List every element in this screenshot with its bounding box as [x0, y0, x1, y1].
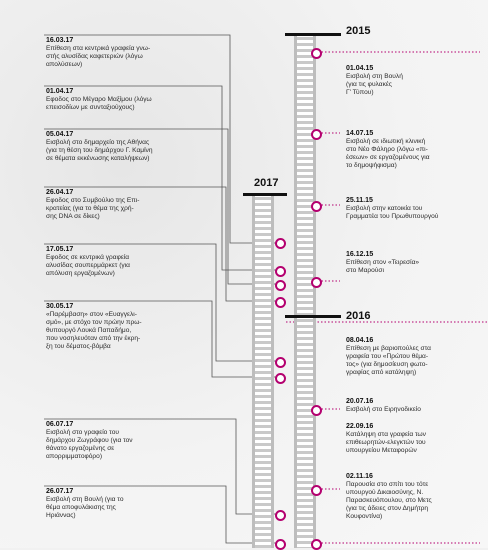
- event-right-2: [346, 129, 484, 170]
- event-text: Επίθεση στα κεντρικά γραφεία γνω- στής αλυσίδας καφετεριών (λόγω απολύσεων): [46, 45, 151, 68]
- event-text: «Παρέμβαση» στον «Ευαγγελι- σμό», με στόχο τον πρώην πρω- θυπουργό Λουκά Παπαδήμο, που νοσηλευόταν από την έκρη- ξη του δέματος-βόμβα: [46, 311, 142, 350]
- event-date: 01.04.17: [46, 88, 74, 95]
- marker-dot: [311, 405, 322, 416]
- year-marker-2017: [243, 193, 287, 196]
- marker-dot: [311, 48, 322, 59]
- marker-dot: [311, 277, 322, 288]
- event-left-3: [46, 130, 226, 163]
- event-text: Εισβολή σε ιδιωτική κλινική στο Νέο Φάληρο (λόγω «πι- έσεων» σε εργαζομένους για το δημοψήφισμα): [346, 138, 430, 169]
- marker-dot: [275, 373, 286, 384]
- event-left-7: [46, 420, 218, 461]
- event-text: Εισβολή στη Βουλή (για το θέμα αποφυλάκισης της Ηριάννας): [46, 496, 124, 519]
- event-right-6: [346, 397, 482, 414]
- event-text: Εισβολή στο γραφείο του δημάρχου Ζωγράφου (για τον θάνατο εργαζομένης σε απορριμματοφόρο): [46, 429, 133, 460]
- event-text: Εισβολή στη Βουλή (για τις φυλακές Γ' Τύπου): [346, 73, 403, 96]
- event-date: 25.11.15: [346, 197, 373, 204]
- event-date: 02.11.16: [346, 473, 373, 480]
- event-text: Εισβολή στην κατοικία του Γραμματέα του Πρωθυπουργού: [346, 205, 439, 220]
- marker-dot: [311, 539, 322, 550]
- event-date: 08.04.16: [346, 337, 374, 344]
- event-date: 01.04.15: [346, 65, 374, 72]
- event-text: Επίθεση στον «Τειρεσία» στο Μαρούσι: [346, 259, 420, 274]
- marker-dot: [275, 539, 286, 550]
- marker-dot: [311, 485, 322, 496]
- event-date: 26.04.17: [46, 189, 74, 196]
- event-left-8: [46, 487, 218, 520]
- event-date: 05.04.17: [46, 131, 74, 138]
- event-date: 17.05.17: [46, 246, 74, 253]
- timeline-spine-2015-2016: [294, 34, 316, 548]
- event-left-1: [46, 36, 218, 69]
- event-text: Εισβολή στο Ειρηνοδικείο: [346, 406, 421, 413]
- marker-dot: [275, 357, 286, 368]
- marker-dot: [311, 201, 322, 212]
- event-text: Εφοδος στο Συμβούλιο της Επι- κρατείας (για το θέμα της χρή- σης DNA σε δίκες): [46, 197, 140, 220]
- year-marker-2015: [285, 33, 341, 36]
- event-date: 26.07.17: [46, 488, 74, 495]
- marker-dot: [275, 510, 286, 521]
- event-right-4: [346, 250, 482, 275]
- marker-dot: [275, 280, 286, 291]
- event-left-5: [46, 245, 218, 278]
- event-date: 30.05.17: [46, 303, 74, 310]
- event-right-8: [346, 472, 484, 521]
- event-text: Εφοδος σε κεντρικά γραφεία αλυσίδας σουπερμάρκετ (για απόλυση εργαζομένων): [46, 254, 130, 277]
- timeline-spine-2017: [252, 194, 274, 548]
- connector-left-2: [44, 86, 278, 270]
- event-date: 14.07.15: [346, 130, 374, 137]
- event-date: 16.12.15: [346, 251, 374, 258]
- event-right-1: [346, 64, 482, 97]
- event-right-5: [346, 336, 484, 377]
- marker-dot: [275, 266, 286, 277]
- marker-dot: [311, 129, 322, 140]
- event-right-3: [346, 196, 484, 221]
- event-left-2: [46, 87, 218, 112]
- year-marker-2016: [285, 315, 341, 318]
- event-date: 06.07.17: [46, 421, 74, 428]
- event-text: Εφοδος στο Μέγαρο Μαξίμου (λόγω επεισοδίων με συνταξιούχους): [46, 96, 152, 111]
- event-text: Επίθεση με βαριοπούλες στα γραφεία του «Πρώτου θέμα- τος» (για δημοσίευση φωτο- γραφίας από κατάληψη): [346, 345, 431, 376]
- year-label-2015: 2015: [346, 25, 371, 37]
- event-date: 16.03.17: [46, 37, 74, 44]
- event-left-4: [46, 188, 218, 221]
- year-label-2017: 2017: [254, 177, 279, 189]
- year-label-2016: 2016: [346, 310, 371, 322]
- marker-dot: [275, 238, 286, 249]
- event-text: Κατάληψη στα γραφεία των επιθεωρητών-ελεγκτών του υπουργείου Μεταφορών: [346, 431, 426, 454]
- event-text: Παρουσία στο σπίτι του τότε υπουργού Δικαιοσύνης, Ν. Παρασκευόπουλου, στο Μετς (για τις άδειες στον Δημήτρη Κουφοντίνα): [346, 481, 432, 520]
- event-date: 20.07.16: [346, 398, 374, 405]
- marker-dot: [275, 297, 286, 308]
- event-left-6: [46, 302, 218, 351]
- event-right-7: [346, 422, 484, 455]
- event-date: 22.09.16: [346, 423, 374, 430]
- event-text: Εισβολή στο δημαρχείο της Αθήνας (για τη θέση του δημάρχου Γ. Καμίνη σε θέματα εκκένωσης καταλήψεων): [46, 139, 153, 162]
